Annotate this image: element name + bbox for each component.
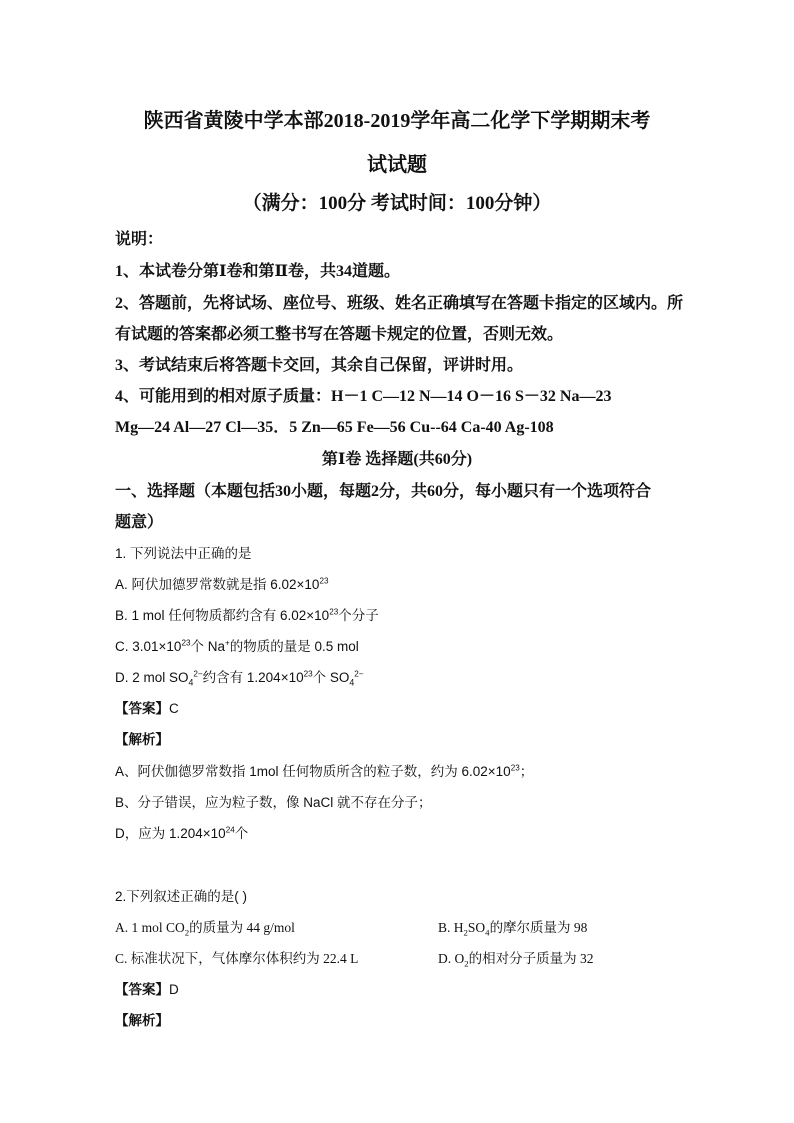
instruction-item: Mg—24 Al—27 Cl—35．5 Zn—65 Fe—56 Cu--64 Ca-40 Ag-108 bbox=[115, 419, 554, 436]
q1-option-c: C. $3.01\times 10^{23}$个 Na+的物质的量是 0.5 mol bbox=[115, 638, 359, 654]
score-time-info: （满分：100分 考试时间：100分钟） bbox=[242, 193, 552, 214]
q1-option-a: A. 阿伏加德罗常数就是指 $6.02\times 10^{23}$ bbox=[115, 576, 329, 592]
q2-answer: 【答案】D bbox=[115, 982, 179, 997]
section-title: 第Ⅰ卷 选择题(共60分) bbox=[321, 451, 473, 468]
q2-option-c: C. 标准状况下，气体摩尔体积约为 22.4 L bbox=[115, 951, 359, 966]
section-intro-line2: 题意） bbox=[115, 514, 164, 531]
q1-analysis-label: 【解析】 bbox=[115, 732, 169, 747]
q1-stem: 1. 下列说法中正确的是 bbox=[115, 546, 252, 561]
q2-stem: 2.下列叙述正确的是( ) bbox=[115, 889, 248, 904]
q1-option-b: B. 1 mol 任何物质都约含有 $6.02\times 10^{23}$个分子 bbox=[115, 607, 379, 623]
q2-option-d: D. $O_2$的相对分子质量为 32 bbox=[438, 951, 594, 969]
instruction-item: 3、考试结束后将答题卡交回，其余自己保留，评讲时用。 bbox=[115, 357, 524, 374]
exam-title-line1: 陕西省黄陵中学本部2018-2019学年高二化学下学期期末考 bbox=[143, 110, 651, 132]
q2-option-b: B. $H_2SO_4$的摩尔质量为 98 bbox=[438, 920, 588, 938]
instruction-item: 有试题的答案都必须工整书写在答题卡规定的位置，否则无效。 bbox=[115, 326, 564, 343]
exam-title-line2: 试试题 bbox=[367, 154, 427, 176]
q1-analysis-a: A、阿伏伽德罗常数指 1mol 任何物质所含的粒子数，约为 $6.02\times 10^{23}$； bbox=[115, 763, 534, 779]
q2-option-a: A. 1 mol $CO_2$的质量为 44 g/mol bbox=[115, 920, 295, 938]
q1-analysis-b: B、分子错误，应为粒子数，像 NaCl 就不存在分子； bbox=[115, 795, 432, 810]
q1-analysis-d: D，应为 $1.204\times 10^{24}$个 bbox=[115, 825, 249, 841]
instruction-item: 4、可能用到的相对原子质量：H－1 C—12 N—14 O－16 S－32 Na—23 bbox=[115, 388, 612, 405]
instruction-item: 1、本试卷分第Ⅰ卷和第Ⅱ卷，共34道题。 bbox=[115, 263, 400, 280]
q1-answer: 【答案】C bbox=[115, 701, 179, 716]
q2-analysis-label: 【解析】 bbox=[115, 1013, 169, 1028]
instructions-heading: 说明： bbox=[115, 231, 164, 248]
q1-option-d: D. 2 mol $SO_4^{2-}$约含有 $1.204\times 10^{23}$个 $SO_4^{2-}$ bbox=[115, 669, 364, 688]
instruction-item: 2、答题前，先将试场、座位号、班级、姓名正确填写在答题卡指定的区域内。所 bbox=[115, 295, 684, 312]
section-intro-line1: 一、选择题（本题包括30小题，每题2分，共60分，每小题只有一个选项符合 bbox=[115, 483, 652, 500]
